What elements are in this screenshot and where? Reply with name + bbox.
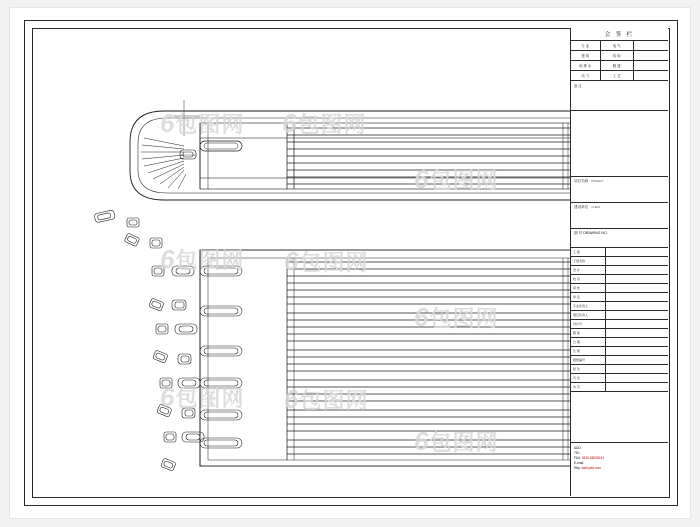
spec-key: 图纸编号 [571, 356, 606, 364]
watermark-text: 包图网 [175, 248, 245, 273]
sign-role: 专 业 [571, 41, 601, 50]
sign-row [571, 61, 668, 71]
spec-value[interactable] [606, 284, 668, 292]
spec-value[interactable] [606, 248, 668, 256]
spec-key: 图 别 [571, 329, 606, 337]
spec-row [571, 374, 668, 383]
email-label: E-mail: [574, 460, 584, 465]
spec-row [571, 347, 668, 356]
client-label-en: CLIENT [591, 206, 601, 209]
spec-key: 子项名称 [571, 257, 606, 265]
http-value: www.jxtu.com [581, 465, 602, 470]
watermark-text: 包图网 [299, 250, 369, 275]
title-block-heading: 会 签 栏 [571, 28, 668, 41]
contact-block [571, 442, 668, 496]
spec-row [571, 266, 668, 275]
spec-table [571, 248, 668, 392]
sign-value[interactable] [634, 41, 668, 50]
spec-row [571, 302, 668, 311]
watermark-prefix: 6 [160, 108, 176, 138]
spec-key: 审 核 [571, 284, 606, 292]
spec-value[interactable] [606, 374, 668, 382]
drawing-no-field[interactable] [571, 229, 668, 248]
cad-drawing-area [32, 28, 570, 496]
sign-value[interactable] [634, 71, 668, 80]
sign-row [571, 71, 668, 81]
watermark-text: 包图网 [175, 112, 245, 137]
http-label: Http: [574, 465, 581, 470]
spec-row [571, 338, 668, 347]
spec-row [571, 275, 668, 284]
spec-value[interactable] [606, 365, 668, 373]
watermark-prefix: 6 [160, 382, 176, 412]
spec-key: 共 页 [571, 383, 606, 391]
sign-role: 给 排 水 [571, 61, 601, 70]
spec-row [571, 248, 668, 257]
spec-key: 日 期 [571, 338, 606, 346]
spec-value[interactable] [606, 347, 668, 355]
sign-value[interactable] [634, 61, 668, 70]
spec-key: 设 计 [571, 266, 606, 274]
spec-value[interactable] [606, 275, 668, 283]
spec-value[interactable] [606, 257, 668, 265]
watermark-text: 包图网 [297, 112, 367, 137]
spec-key: 工 程 [571, 248, 606, 256]
fax-value: 0519-88228161 [581, 455, 605, 460]
watermark-text: 包图网 [429, 306, 499, 331]
drawing-no-label: 图 号 [574, 231, 583, 235]
sign-name: 工 艺 [601, 71, 634, 80]
address-label: ADD: [574, 446, 582, 450]
spec-row [571, 329, 668, 338]
sign-row [571, 51, 668, 61]
spec-row [571, 257, 668, 266]
fax-label: FAX: [574, 455, 581, 460]
contact-http-line [574, 466, 665, 471]
sign-value[interactable] [634, 51, 668, 60]
watermark-text: 包图网 [299, 388, 369, 413]
spec-row [571, 311, 668, 320]
spec-key: 校 对 [571, 275, 606, 283]
spec-value[interactable] [606, 383, 668, 391]
spec-value[interactable] [606, 311, 668, 319]
watermark-text: 包图网 [175, 386, 245, 411]
spec-key: 设计号 [571, 320, 606, 328]
sign-role: 建 筑 [571, 51, 601, 60]
spec-row [571, 293, 668, 302]
sign-name: 电 气 [601, 41, 634, 50]
spec-value[interactable] [606, 338, 668, 346]
watermark-text: 包图网 [429, 168, 499, 193]
spec-key: 版 次 [571, 365, 606, 373]
watermark-prefix: 6 [414, 426, 430, 456]
project-name-label-en: PROJECT [591, 180, 604, 183]
spec-key: 比 例 [571, 347, 606, 355]
client-field[interactable] [571, 203, 668, 229]
spec-row [571, 365, 668, 374]
remark-field[interactable] [571, 81, 668, 111]
spec-row [571, 284, 668, 293]
remark-label: 备 注 [574, 84, 582, 88]
sign-row [571, 41, 668, 51]
watermark-prefix: 6 [284, 384, 300, 414]
watermark-prefix: 6 [160, 244, 176, 274]
spec-value[interactable] [606, 293, 668, 301]
watermark-prefix: 6 [414, 302, 430, 332]
drawing-no-label-en: DRAWING NO. [583, 231, 608, 235]
project-name-field[interactable] [571, 177, 668, 203]
spec-value[interactable] [606, 356, 668, 364]
client-label: 建设单位 [574, 205, 589, 209]
sign-name: 暖 通 [601, 61, 634, 70]
tel-label: TEL: [574, 450, 581, 455]
watermark-prefix: 6 [282, 108, 298, 138]
watermark-prefix: 6 [284, 246, 300, 276]
spec-key: 审 定 [571, 293, 606, 301]
project-name-label: 项目名称 [574, 179, 589, 183]
blank-area-upper [571, 111, 668, 177]
spec-value[interactable] [606, 329, 668, 337]
spec-value[interactable] [606, 266, 668, 274]
watermark-text: 包图网 [429, 430, 499, 455]
title-block [570, 28, 668, 496]
spec-row [571, 383, 668, 391]
spec-key: 项目负责人 [571, 311, 606, 319]
spec-value[interactable] [606, 302, 668, 310]
spec-row [571, 320, 668, 329]
spec-value[interactable] [606, 320, 668, 328]
sign-name: 结 构 [601, 51, 634, 60]
spec-key: 专业负责人 [571, 302, 606, 310]
spec-row [571, 356, 668, 365]
sign-role: 动 力 [571, 71, 601, 80]
watermark-prefix: 6 [414, 164, 430, 194]
spec-key: 页 次 [571, 374, 606, 382]
drawing-sheet [10, 8, 690, 518]
